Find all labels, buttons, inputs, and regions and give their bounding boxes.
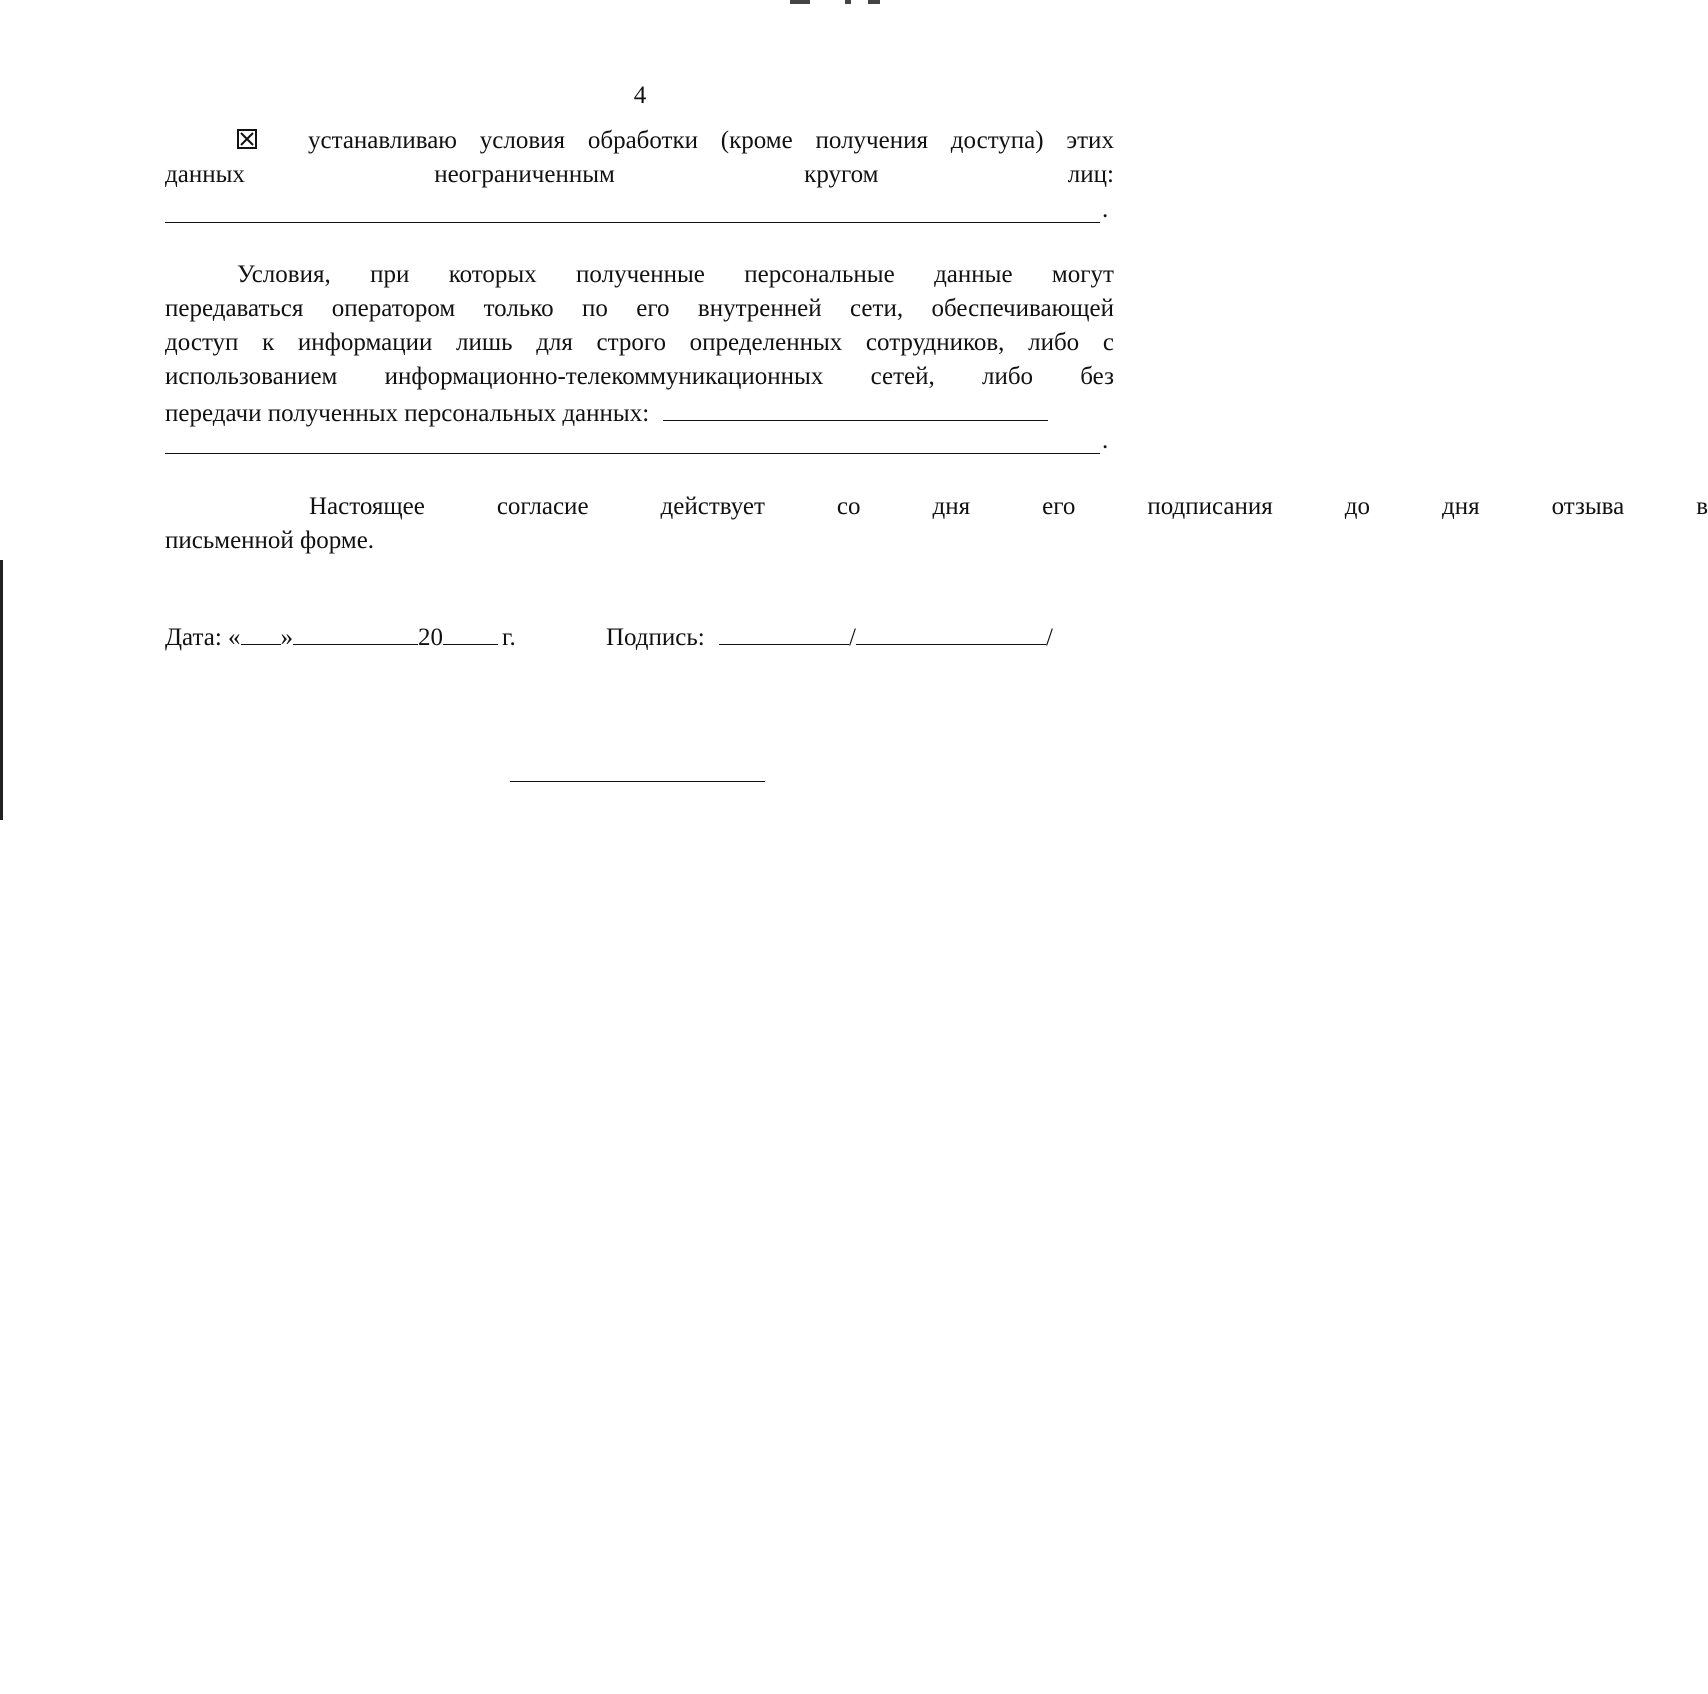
- signature-slash-1: /: [848, 624, 856, 651]
- validity-word: его: [1042, 493, 1076, 520]
- signature-field[interactable]: [719, 618, 849, 645]
- consent-word: этих: [1066, 127, 1114, 154]
- checked-checkbox-icon[interactable]: [237, 129, 257, 149]
- conditions-fill-in-line-2[interactable]: [165, 453, 1100, 454]
- consent-option-line-1: [165, 124, 1114, 158]
- conditions-word: доступ: [165, 329, 239, 356]
- validity-paragraph: [165, 490, 1708, 558]
- validity-word: в: [1696, 493, 1708, 520]
- conditions-word: к: [262, 329, 275, 356]
- consent-word: получения: [815, 127, 928, 154]
- conditions-word: обеспечивающей: [931, 295, 1114, 322]
- conditions-word: данные: [934, 261, 1013, 288]
- conditions-word: информационно-телекоммуникационных: [384, 363, 824, 390]
- consent-word: доступа): [950, 127, 1044, 154]
- validity-word: действует: [660, 493, 765, 520]
- validity-word: со: [836, 493, 861, 520]
- conditions-last-line: [165, 394, 1114, 428]
- consent-option-section: [165, 124, 1114, 192]
- consent-word: (кроме: [720, 127, 793, 154]
- conditions-word: лишь: [456, 329, 513, 356]
- fill-in-line[interactable]: [165, 222, 1100, 223]
- conditions-word: персональные: [744, 261, 895, 288]
- consent-word: устанавливаю: [308, 127, 457, 154]
- conditions-word: строго: [596, 329, 667, 356]
- date-month-field[interactable]: [293, 618, 418, 645]
- conditions-word: передаваться: [165, 295, 304, 322]
- signature-slash-2: /: [1045, 624, 1053, 651]
- conditions-word: с: [1102, 329, 1114, 356]
- conditions-word: внутренней: [697, 295, 822, 322]
- conditions-word: оператором: [331, 295, 456, 322]
- conditions-word: либо: [981, 363, 1034, 390]
- document-end-rule: [510, 781, 765, 782]
- consent-option-line-2: [165, 158, 1114, 192]
- conditions-word: могут: [1051, 261, 1114, 288]
- conditions-word: его: [636, 295, 670, 322]
- conditions-word: без: [1080, 363, 1114, 390]
- checkbox-cross-icon: [239, 131, 255, 147]
- validity-word: до: [1344, 493, 1370, 520]
- consent-word: данных: [165, 161, 245, 188]
- consent-word: неограниченным: [434, 161, 615, 188]
- validity-word: подписания: [1147, 493, 1273, 520]
- conditions-word: использованием: [165, 363, 338, 390]
- conditions-word: сети,: [850, 295, 904, 322]
- conditions-word: Условия,: [237, 261, 331, 288]
- date-quote-close: »: [280, 624, 294, 651]
- conditions-word: определенных: [689, 329, 843, 356]
- date-year-field[interactable]: [443, 618, 498, 645]
- consent-word: условия: [479, 127, 566, 154]
- conditions-word: полученные: [576, 261, 705, 288]
- conditions-line: [165, 292, 1114, 326]
- fill-in-line-end: .: [1102, 196, 1109, 223]
- date-day-field[interactable]: [241, 618, 281, 645]
- conditions-word: сотрудников,: [865, 329, 1005, 356]
- signature-name-field[interactable]: [856, 618, 1046, 645]
- conditions-paragraph: [165, 258, 1114, 394]
- validity-line-1: [165, 490, 1708, 524]
- conditions-word: для: [536, 329, 573, 356]
- page-number: 4: [633, 82, 647, 109]
- conditions-last-line-row: [165, 394, 1114, 428]
- conditions-word: которых: [448, 261, 537, 288]
- consent-word: кругом: [804, 161, 879, 188]
- conditions-last-line-text: передачи полученных персональных данных:: [165, 400, 650, 427]
- scan-artifact-top: [790, 0, 880, 4]
- conditions-word: информации: [297, 329, 433, 356]
- date-label: Дата: «: [165, 624, 241, 651]
- conditions-word: по: [581, 295, 608, 322]
- conditions-fill-in-line[interactable]: [663, 394, 1048, 421]
- consent-word: обработки: [587, 127, 698, 154]
- conditions-word: при: [370, 261, 410, 288]
- scan-artifact-left-edge: [0, 560, 3, 820]
- conditions-fill-in-line-end: .: [1102, 427, 1109, 454]
- validity-word: отзыва: [1551, 493, 1625, 520]
- consent-word: лиц:: [1067, 161, 1114, 188]
- conditions-word: сетей,: [870, 363, 935, 390]
- conditions-line: [165, 326, 1114, 360]
- validity-word: дня: [1441, 493, 1480, 520]
- conditions-word: либо: [1028, 329, 1080, 356]
- validity-line-2: письменной форме.: [165, 527, 375, 554]
- validity-word: дня: [932, 493, 971, 520]
- validity-word: Настоящее: [309, 493, 425, 520]
- consent-option-text: [308, 124, 1114, 158]
- date-signature-row: [165, 618, 1125, 658]
- conditions-word: только: [483, 295, 554, 322]
- signature-label: Подпись:: [605, 624, 705, 651]
- conditions-line: [165, 360, 1114, 394]
- date-year-suffix: г.: [502, 624, 516, 651]
- validity-word: согласие: [496, 493, 589, 520]
- conditions-line: [165, 258, 1114, 292]
- date-year-prefix: 20: [418, 624, 444, 651]
